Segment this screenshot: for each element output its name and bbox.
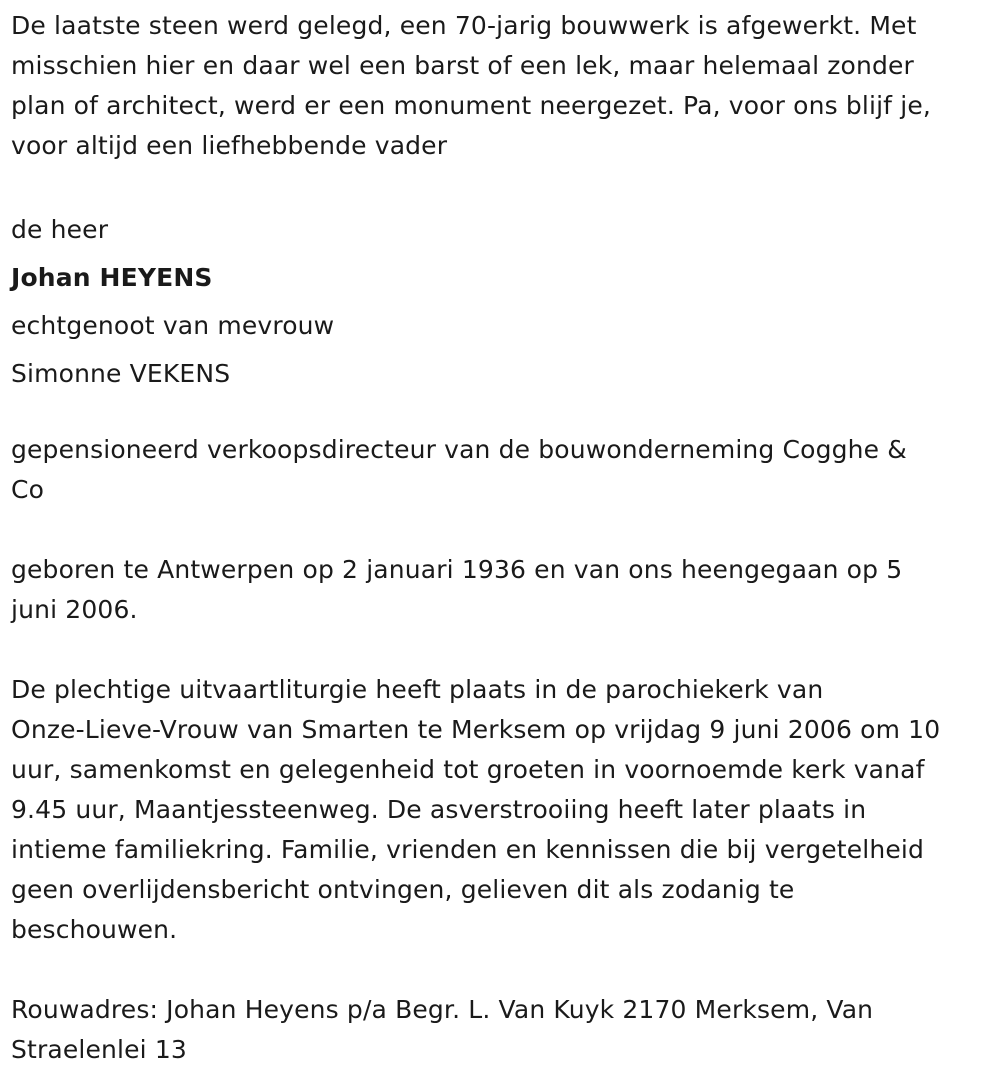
- intro-line: De laatste steen werd gelegd, een 70-jarig bouwwerk is afgewerkt. Met: [11, 11, 917, 40]
- profession-line: Co: [11, 475, 45, 504]
- profession-line: gepensioneerd verkoopsdirecteur van de bouwonderneming Cogghe &: [11, 435, 907, 464]
- address-line: Straelenlei 13: [11, 1035, 187, 1064]
- funeral-line: geen overlijdensbericht ontvingen, gelieven dit als zodanig te: [11, 875, 795, 904]
- spacer: [11, 398, 990, 430]
- profession-paragraph: [11, 430, 990, 510]
- person-relation: echtgenoot van mevrouw: [11, 311, 335, 340]
- spacer: [11, 630, 990, 670]
- intro-line: voor altijd een liefhebbende vader: [11, 131, 448, 160]
- address-paragraph: [11, 990, 990, 1070]
- birth-death-line: geboren te Antwerpen op 2 januari 1936 en van ons heengegaan op 5: [11, 555, 903, 584]
- spacer: [11, 166, 990, 206]
- funeral-line: 9.45 uur, Maantjessteenweg. De asverstrooiing heeft later plaats in: [11, 795, 867, 824]
- birth-death-line: juni 2006.: [11, 595, 138, 624]
- address-line: Rouwadres: Johan Heyens p/a Begr. L. Van Kuyk 2170 Merksem, Van: [11, 995, 874, 1024]
- person-title: de heer: [11, 215, 109, 244]
- funeral-paragraph: [11, 670, 990, 950]
- funeral-line: uur, samenkomst en gelegenheid tot groeten in voornoemde kerk vanaf: [11, 755, 925, 784]
- spouse-name: Simonne VEKENS: [11, 359, 231, 388]
- birth-death-paragraph: [11, 550, 990, 630]
- intro-line: plan of architect, werd er een monument neergezet. Pa, voor ons blijf je,: [11, 91, 931, 120]
- person-name: Johan HEYENS: [11, 263, 213, 292]
- intro-paragraph: [11, 6, 990, 166]
- funeral-line: De plechtige uitvaartliturgie heeft plaats in de parochiekerk van: [11, 675, 824, 704]
- funeral-line: Onze-Lieve-Vrouw van Smarten te Merksem op vrijdag 9 juni 2006 om 10: [11, 715, 941, 744]
- spacer: [11, 950, 990, 990]
- spacer: [11, 510, 990, 550]
- funeral-line: beschouwen.: [11, 915, 178, 944]
- funeral-line: intieme familiekring. Familie, vrienden en kennissen die bij vergetelheid: [11, 835, 924, 864]
- person-block: [11, 206, 990, 398]
- intro-line: misschien hier en daar wel een barst of een lek, maar helemaal zonder: [11, 51, 914, 80]
